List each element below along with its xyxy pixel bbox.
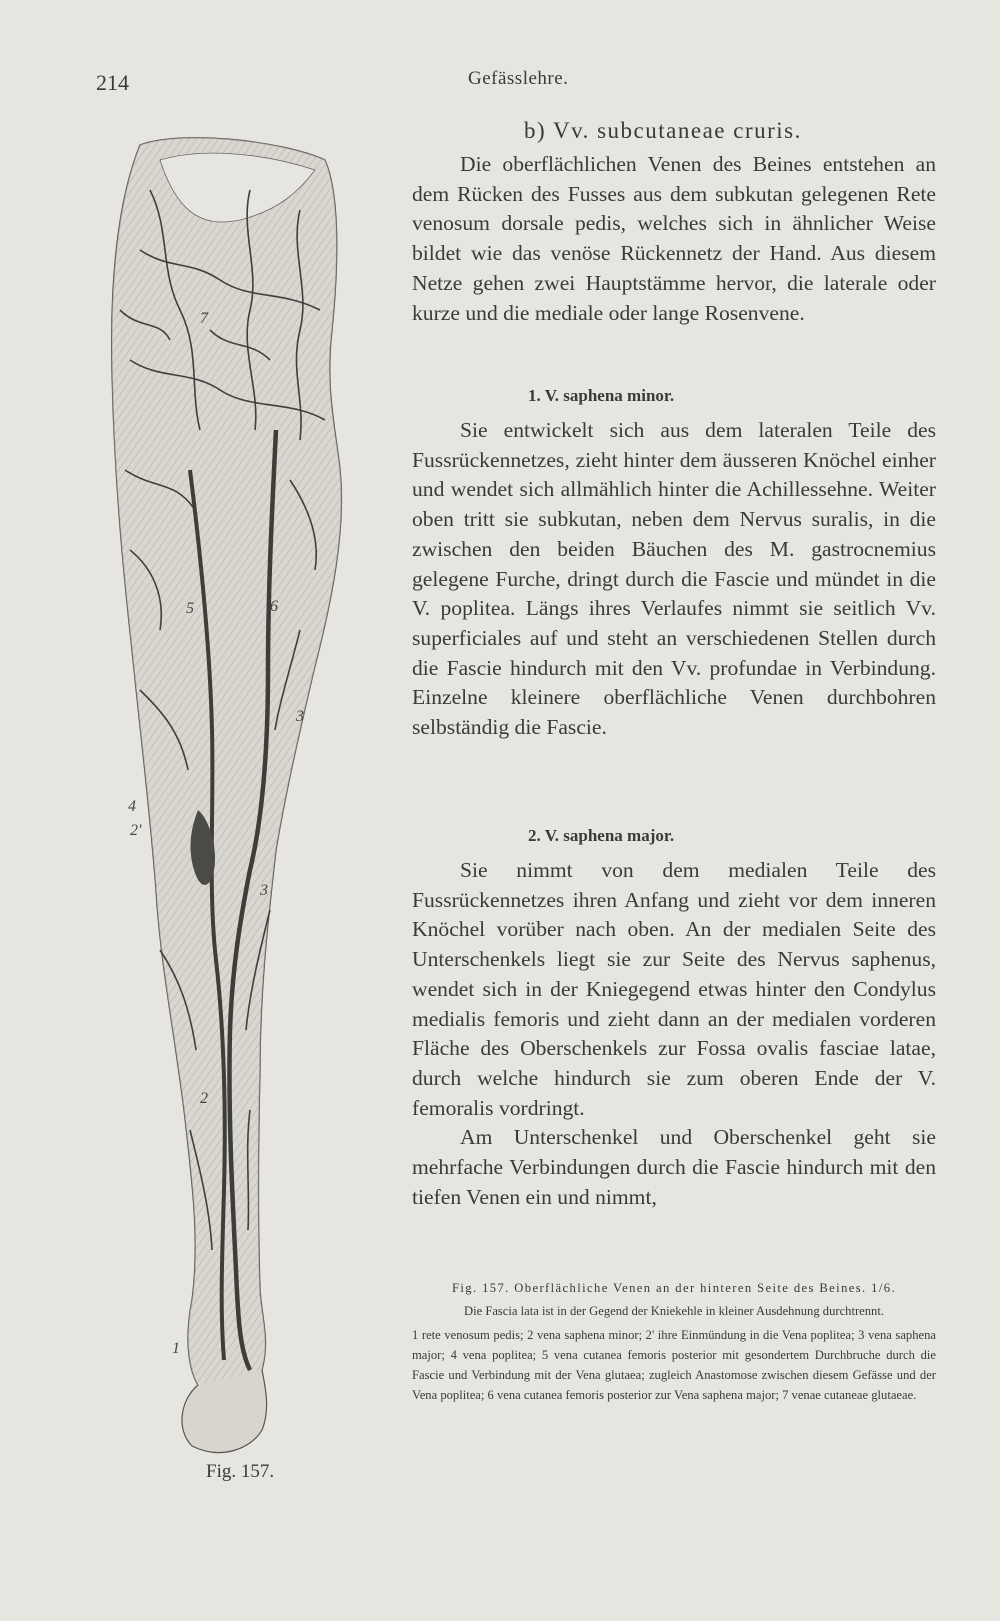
saphena-major-paragraph-1: Sie nimmt von dem medialen Teile des Fussrückennetzes ihren Anfang und zieht vor dem inneren Knöchel vorüber nach oben. An der medialen Seite des Unterschenkels liegt sie zur Seite des Nervus saphenus, wendet sich in der Kniegegend etwas hinter den Condylus medialis femoris und zieht dann an der medialen vorderen Fläche des Oberschenkels zur Fossa ovalis fasciae latae, durch welche hindurch sie zum oberen Ende der V. femoralis vordringt.: [412, 858, 936, 1120]
caption-note: Die Fascia lata ist in der Gegend der Kniekehle in kleiner Ausdehnung durchtrennt.: [463, 1304, 884, 1318]
leg-vein-illustration: [100, 130, 370, 1500]
figure-number-3-upper: 3: [296, 708, 304, 725]
page-number: 214: [96, 70, 129, 95]
figure-number-4: 4: [128, 798, 136, 815]
figure-label: Fig. 157.: [206, 1461, 275, 1482]
saphena-major-heading: 2. V. saphena major.: [528, 826, 675, 845]
figure-number-1: 1: [172, 1340, 180, 1357]
intro-paragraph-block: [412, 150, 936, 328]
figure-number-2-prime: 2': [130, 822, 142, 839]
figure-number-3-lower: 3: [260, 882, 268, 899]
caption-legend: 1 rete venosum pedis; 2 vena saphena minor; 2' ihre Einmündung in die Vena poplitea; 3 vena saphena major; 4 vena poplitea; 5 vena cutanea femoris posterior mit gesondertem Durchbruche durch die Fascie und Verbindung mit der Vena glutaea; zugleich Anastomose zwischen diesem Gefässe und der Vena poplitea; 6 vena cutanea femoris posterior zur Vena saphena major; 7 venae cutaneae glutaeae.: [412, 1328, 936, 1402]
saphena-minor-paragraph: Sie entwickelt sich aus dem lateralen Teile des Fussrückennetzes, zieht hinter dem äusseren Knöchel einher und wendet sich allmählich hinter die Achillessehne. Weiter oben tritt sie subkutan, neben dem Nervus suralis, in die zwischen den beiden Bäuchen des M. gastrocnemius gelegene Furche, dringt durch die Fascie und mündet in die V. poplitea. Längs ihres Verlaufes nimmt sie seitlich Vv. superficiales auf und steht an verschiedenen Stellen durch die Fascie hindurch mit den Vv. profundae in Verbindung. Einzelne kleinere oberflächliche Venen durchbohren selbständig die Fascie.: [412, 418, 936, 740]
saphena-major-block: [412, 856, 936, 1212]
figure-number-2: 2: [200, 1090, 208, 1107]
section-heading: b) Vv. subcutaneae cruris.: [524, 118, 802, 143]
figure-number-5: 5: [186, 600, 194, 617]
leg-drawing: [100, 130, 370, 1500]
saphena-major-paragraph-2: Am Unterschenkel und Oberschenkel geht sie mehrfache Verbindungen durch die Fascie hindurch mit den tiefen Venen ein und nimmt,: [412, 1125, 936, 1209]
saphena-minor-heading: 1. V. saphena minor.: [528, 386, 675, 405]
figure-number-7: 7: [200, 310, 208, 327]
figure-caption: [412, 1278, 936, 1405]
intro-paragraph: Die oberflächlichen Venen des Beines entstehen an dem Rücken des Fusses aus dem subkutan gelegenen Rete venosum dorsale pedis, welches sich in ähnlicher Weise bildet wie das venöse Rückennetz der Hand. Aus diesem Netze gehen zwei Hauptstämme hervor, die laterale oder kurze und die mediale oder lange Rosenvene.: [412, 152, 936, 325]
caption-title: Fig. 157. Oberflächliche Venen an der hinteren Seite des Beines. 1/6.: [452, 1281, 896, 1295]
running-head: Gefässlehre.: [468, 68, 569, 89]
figure-number-6: 6: [270, 598, 278, 615]
saphena-minor-block: [412, 416, 936, 743]
